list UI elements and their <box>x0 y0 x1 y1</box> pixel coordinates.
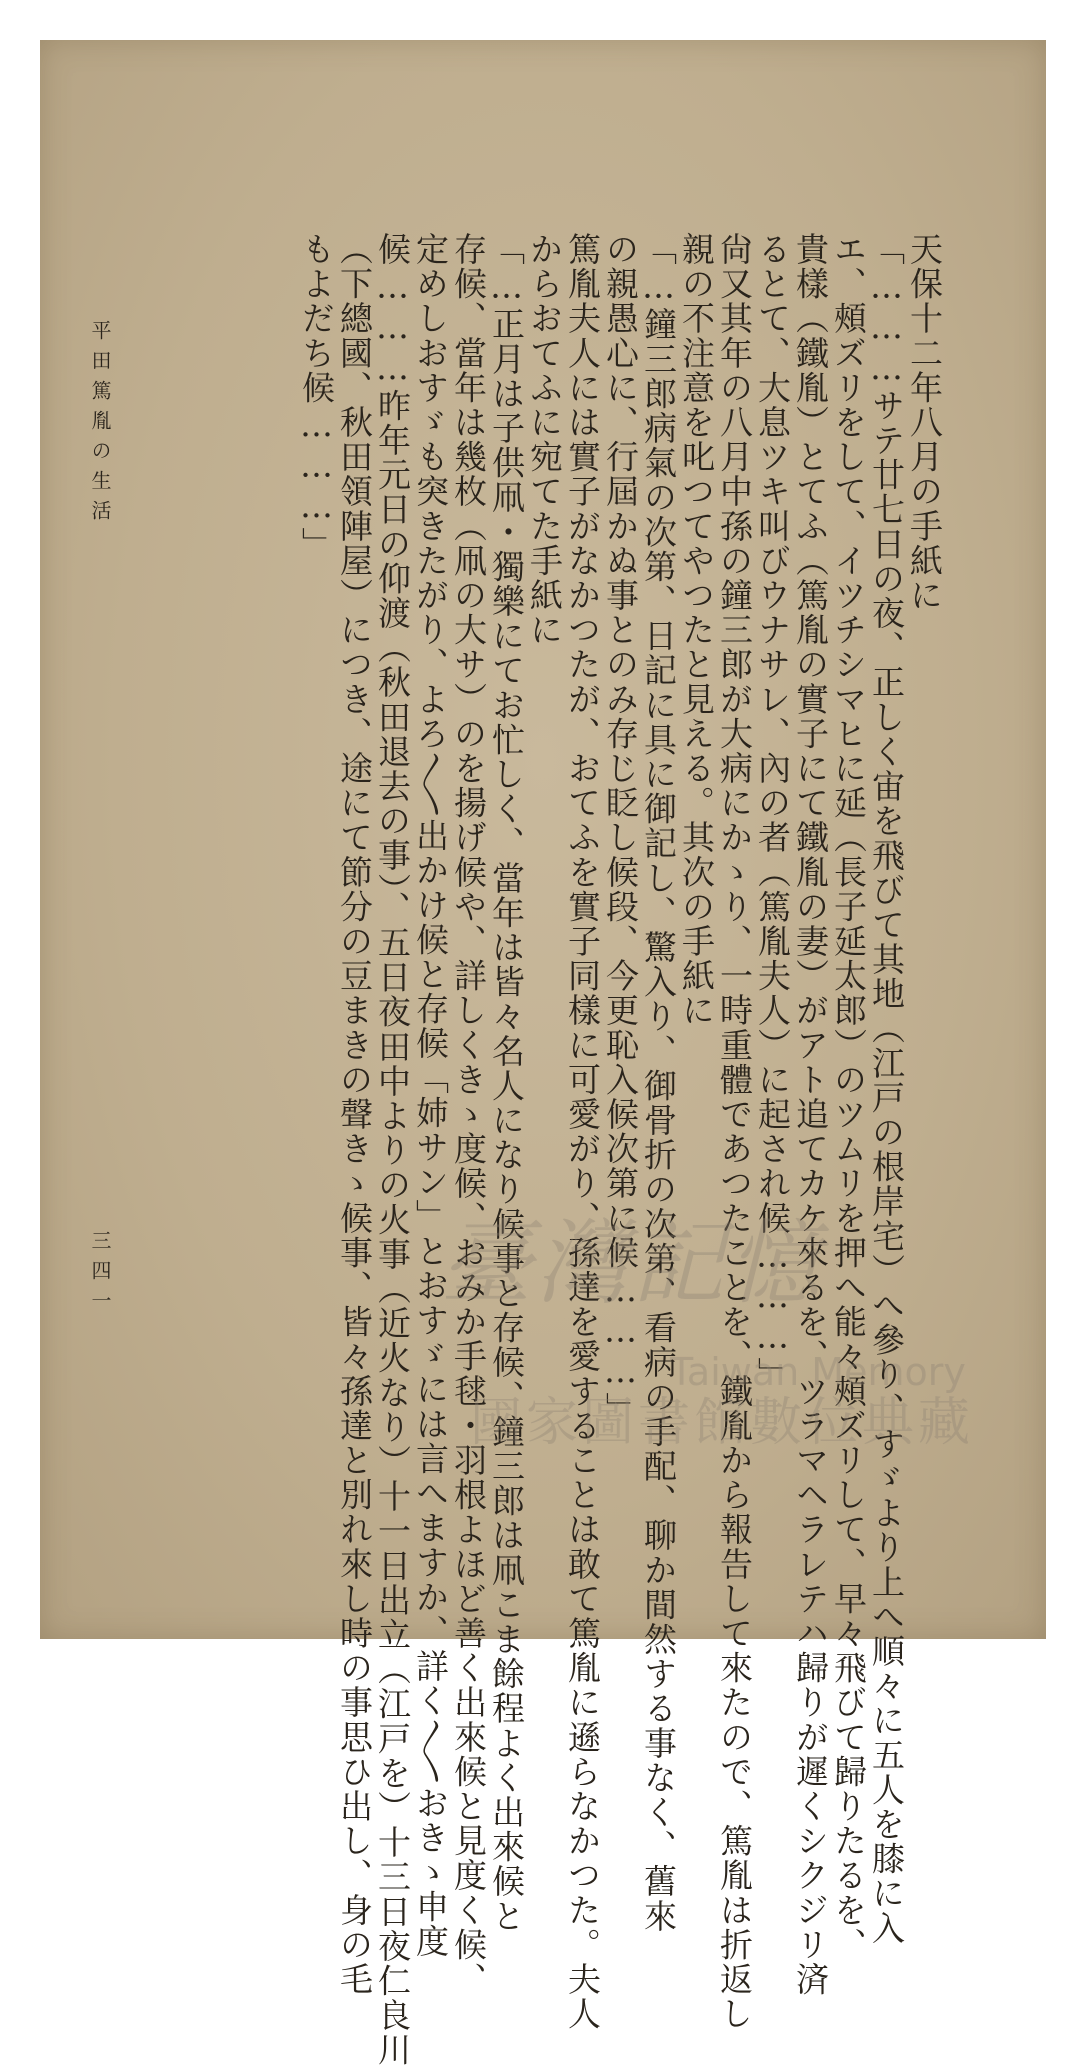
text-column: 候………昨年元日の仰渡（秋田退去の事）、五日夜田中よりの火事（近火なり）十一日出立（江戸を）十三日夜仁良川 <box>373 232 412 2067</box>
watermark-chinese: 國家圖書館數位典藏 <box>470 1393 975 1453</box>
text-column: エ、頰ズリをして、イツチシマヒに延（長子延太郎）のツムリを押へ能々頰ズリして、早々飛びて歸りたるを、 <box>829 232 868 1962</box>
watermark-calligraphy: 臺灣記憶 <box>440 1210 825 1317</box>
text-column: 「…鐘三郎病氣の次第、日記に具に御記し、驚入り、御骨折の次第、看病の手配、聊か間然する事なく、舊來 <box>639 232 678 1934</box>
running-title: 平田篤胤の生活 <box>88 320 112 530</box>
text-column: 定めしおすゞも突きたがり、よろ〳〵出かけ候と存候「姉サン」とおすゞには言へますか、詳く〳〵おきゝ申度 <box>411 232 450 1959</box>
text-column: 存候、當年は幾枚（凧の大サ）のを揚げ候や、詳しくきゝ度候、おみか手毬・羽根よほど善く出來候と見度く候、 <box>449 232 488 1997</box>
text-column: の親愚心に、行屆かぬ事とのみ存じ眨し候段、今更恥入候次第に候………」 <box>601 232 640 1427</box>
text-column: もよだち候………」 <box>297 232 336 562</box>
text-column: 「………サテ廿七日の夜、正しく宙を飛びて其地（江戸の根岸宅）へ參り、すゞより上へ順々に五人を膝に入 <box>867 232 906 1946</box>
text-column: るとて、大息ツキ叫びウナサレ、內の者（篤胤夫人）に起され候………」 <box>753 232 792 1392</box>
text-column: 天保十二年八月の手紙に <box>905 232 944 613</box>
text-column: 尙又其年の八月中孫の鐘三郎が大病にかゝり、一時重體であつたことを、鐵胤から報告して來たので、篤胤は折返し <box>715 232 754 2032</box>
text-column: 貴樣（鐵胤）とてふ（篤胤の實子にて鐵胤の妻）がアト追てカケ來るを、ツラマヘラレテハ歸りが遲くシクジリ済 <box>791 232 830 1997</box>
text-column: からおてふに宛てた手紙に <box>525 232 564 648</box>
text-column: 「…正月は子供凧・獨樂にてお忙しく、當年は皆々名人になり候事と存候、鐘三郎は凧こま餘程よく出來候と <box>487 232 526 1934</box>
watermark-english: Taiwan Memory <box>670 1350 966 1394</box>
page-number: 三四一 <box>88 1230 112 1320</box>
text-column: 篤胤夫人には實子がなかつたが、おてふを實子同樣に可愛がり、孫達を愛することは敢て篤胤に遜らなかつた。夫人 <box>563 232 602 2032</box>
text-column: （下總國、秋田領陣屋）につき、途にて節分の豆まきの聲きゝ候事、皆々孫達と別れ來し時の事思ひ出し、身の毛 <box>335 232 374 1997</box>
text-column: 親の不注意を叱つてやつたと見える。其次の手紙に <box>677 232 716 1028</box>
